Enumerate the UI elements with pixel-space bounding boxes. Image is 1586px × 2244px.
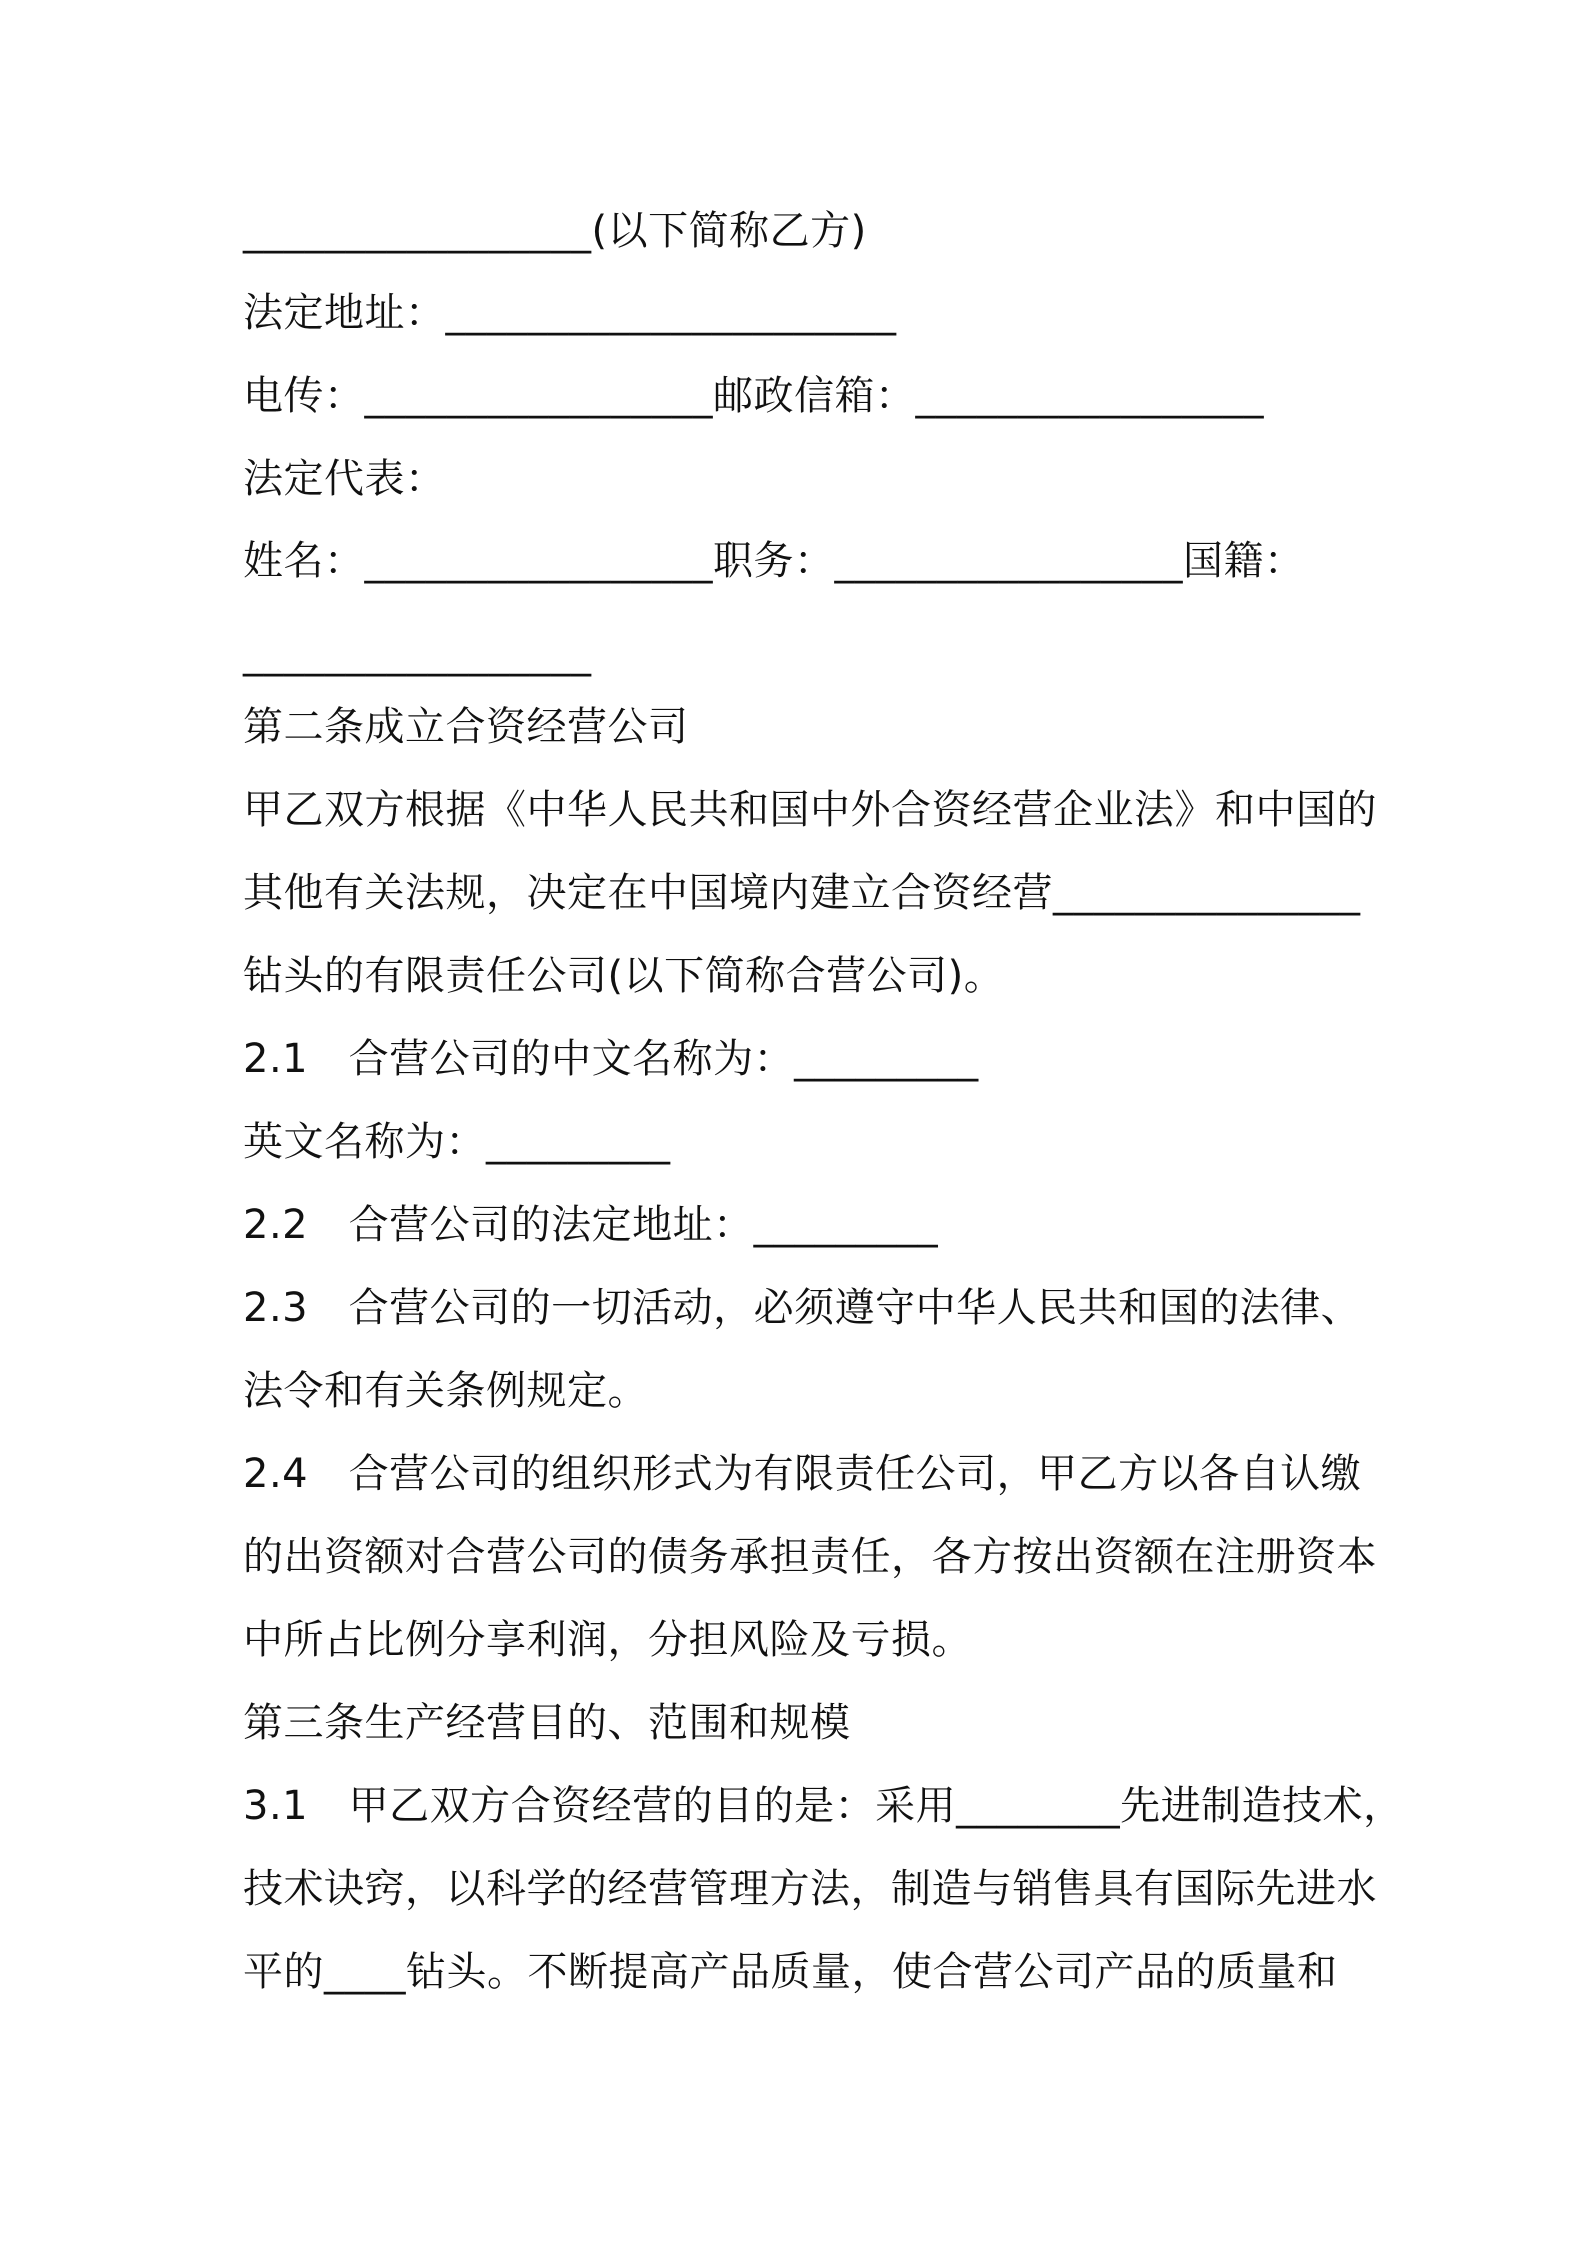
paragraph-line: 技术诀窍，以科学的经营管理方法，制造与销售具有国际先进水	[243, 1866, 1377, 1912]
clause-2-2: 2.2 合营公司的法定地址：_________	[243, 1202, 939, 1248]
paragraph-line: 平的____钻头。不断提高产品质量，使合营公司产品的质量和	[243, 1949, 1338, 1995]
telex-mailbox-line: 电传：_________________邮政信箱：_________________	[243, 373, 1264, 419]
paragraph-line: 甲乙双方根据《中华人民共和国中外合资经营企业法》和中国的	[243, 787, 1377, 833]
legal-address-line: 法定地址：______________________	[243, 290, 897, 336]
article-3-heading: 第三条生产经营目的、范围和规模	[243, 1700, 851, 1746]
paragraph-line: 其他有关法规，决定在中国境内建立合资经营_______________	[243, 870, 1361, 916]
paragraph-line: 法令和有关条例规定。	[243, 1368, 648, 1414]
article-2-heading: 第二条成立合资经营公司	[243, 704, 689, 750]
party-b-line: _________________(以下简称乙方)	[243, 208, 867, 254]
paragraph-line: 钻头的有限责任公司(以下简称合营公司)。	[243, 953, 1005, 999]
legal-representative-label: 法定代表：	[243, 456, 446, 502]
clause-3-1: 3.1 甲乙双方合资经营的目的是：采用________先进制造技术，	[243, 1783, 1404, 1829]
nationality-blank-line: _________________	[243, 631, 592, 677]
name-position-nationality-line: 姓名：_________________职务：_________________国籍：	[243, 538, 1305, 584]
paragraph-line: 中所占比例分享利润，分担风险及亏损。	[243, 1617, 972, 1663]
paragraph-line: 的出资额对合营公司的债务承担责任，各方按出资额在注册资本	[243, 1534, 1377, 1580]
english-name-line: 英文名称为：_________	[243, 1119, 671, 1165]
clause-2-4: 2.4 合营公司的组织形式为有限责任公司，甲乙方以各自认缴	[243, 1451, 1362, 1497]
clause-2-3: 2.3 合营公司的一切活动，必须遵守中华人民共和国的法律、	[243, 1285, 1362, 1331]
clause-2-1: 2.1 合营公司的中文名称为：_________	[243, 1036, 979, 1082]
